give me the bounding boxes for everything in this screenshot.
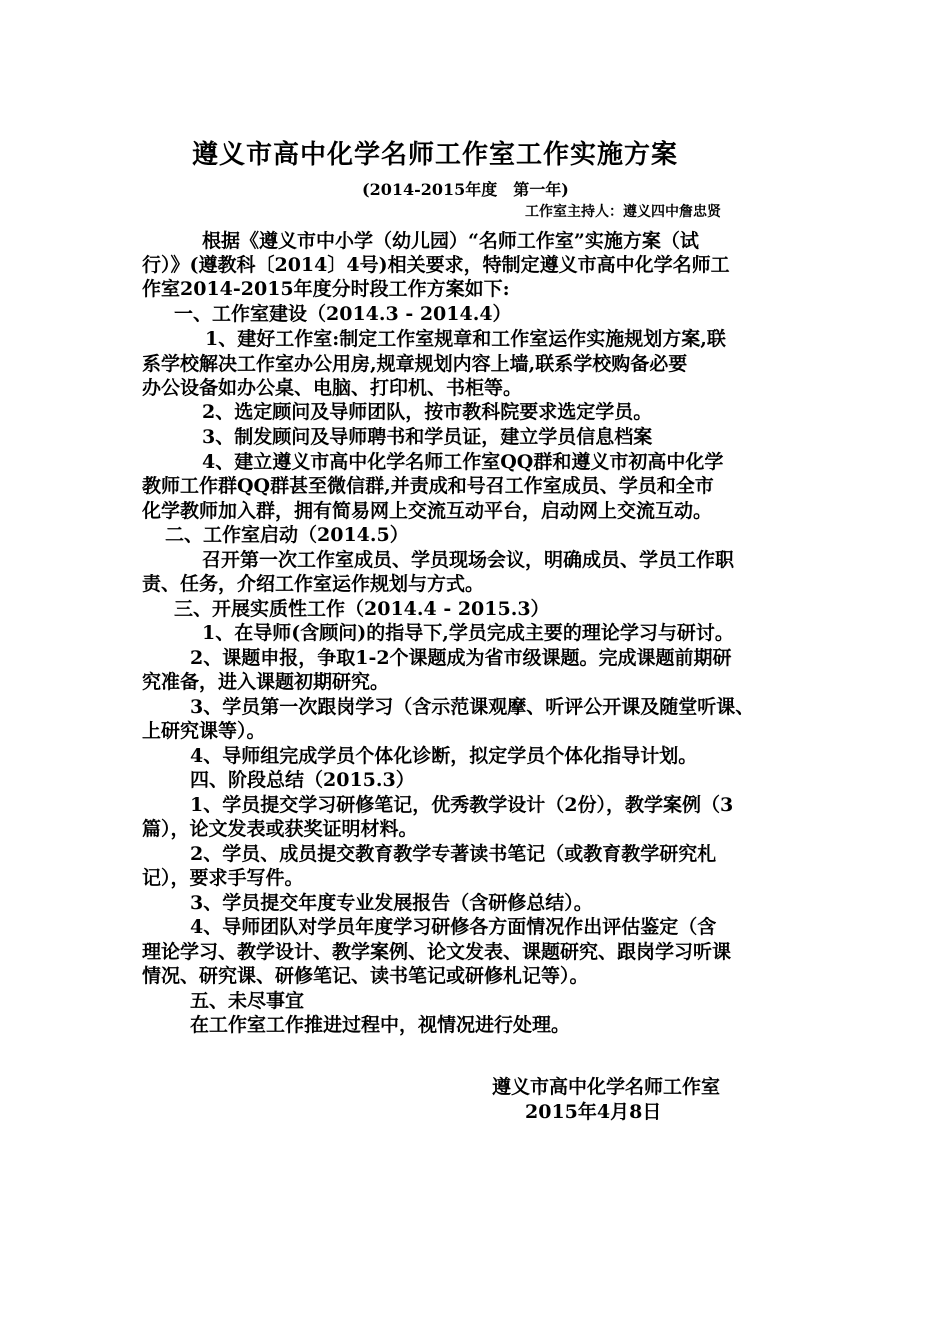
body-line: 2、学员、成员提交教育教学专著读书笔记（或教育教学研究札 <box>190 843 717 865</box>
body-line: 1、建好工作室:制定工作室规章和工作室运作实施规划方案,联 <box>205 328 726 350</box>
body-line: 作室2014-2015年度分时段工作方案如下: <box>142 278 510 300</box>
body-line: 3、学员提交年度专业发展报告（含研修总结）。 <box>190 892 593 914</box>
body-line: 行）》(遵教科〔2014〕4号)相关要求，特制定遵义市高中化学名师工 <box>142 254 730 276</box>
body-line: 在工作室工作推进过程中，视情况进行处理。 <box>190 1014 571 1036</box>
section-heading: 一、工作室建设（2014.3 - 2014.4） <box>174 303 512 325</box>
body-line: 教师工作群QQ群甚至微信群,并责成和号召工作室成员、学员和全市 <box>142 475 714 497</box>
body-line: 篇），论文发表或获奖证明材料。 <box>142 818 418 840</box>
body-line: 4、导师组完成学员个体化诊断，拟定学员个体化指导计划。 <box>190 745 698 767</box>
body-line: 情况、研究课、研修笔记、读书笔记或研修札记等）。 <box>142 965 589 987</box>
body-line: 责、任务，介绍工作室运作规划与方式。 <box>142 573 485 595</box>
body-line: 理论学习、教学设计、教学案例、论文发表、课题研究、跟岗学习听课 <box>142 941 732 963</box>
body-line: 3、制发顾问及导师聘书和学员证，建立学员信息档案 <box>202 426 653 448</box>
signature-date: 2015年4月8日 <box>525 1101 662 1123</box>
body-line: 上研究课等）。 <box>142 720 266 742</box>
body-line: 办公设备如办公桌、电脑、打印机、书柜等。 <box>142 377 523 399</box>
document-host: 工作室主持人：遵义四中詹忠贤 <box>525 204 721 220</box>
document-subtitle: (2014-2015年度 第一年) <box>362 180 569 199</box>
section-heading: 四、阶段总结（2015.3） <box>190 769 415 791</box>
body-line: 1、学员提交学习研修笔记，优秀教学设计（2份），教学案例（3 <box>190 794 734 816</box>
body-line: 4、建立遵义市高中化学名师工作室QQ群和遵义市初高中化学 <box>202 451 724 473</box>
section-heading: 二、工作室启动（2014.5） <box>165 524 409 546</box>
body-line: 4、导师团队对学员年度学习研修各方面情况作出评估鉴定（含 <box>190 916 717 938</box>
body-line: 2、选定顾问及导师团队，按市教科院要求选定学员。 <box>202 401 653 423</box>
body-line: 召开第一次工作室成员、学员现场会议，明确成员、学员工作职 <box>202 549 735 571</box>
section-heading: 五、未尽事宜 <box>190 990 305 1012</box>
body-line: 3、学员第一次跟岗学习（含示范课观摩、听评公开课及随堂听课、 <box>190 696 755 718</box>
signature-org: 遵义市高中化学名师工作室 <box>492 1076 721 1098</box>
body-line: 究准备，进入课题初期研究。 <box>142 671 390 693</box>
body-line: 系学校解决工作室办公用房,规章规划内容上墙,联系学校购备必要 <box>142 353 688 375</box>
document-title: 遵义市高中化学名师工作室工作实施方案 <box>192 140 679 170</box>
body-line: 1、在导师(含顾问)的指导下,学员完成主要的理论学习与研讨。 <box>202 622 734 644</box>
body-line: 化学教师加入群，拥有简易网上交流互动平台，启动网上交流互动。 <box>142 500 713 522</box>
body-line: 2、课题申报，争取1-2个课题成为省市级课题。完成课题前期研 <box>190 647 732 669</box>
section-heading: 三、开展实质性工作（2014.4 - 2015.3） <box>174 598 550 620</box>
body-line: 记），要求手写件。 <box>142 867 304 889</box>
body-line: 根据《遵义市中小学（幼儿园）“名师工作室”实施方案（试 <box>202 230 699 252</box>
